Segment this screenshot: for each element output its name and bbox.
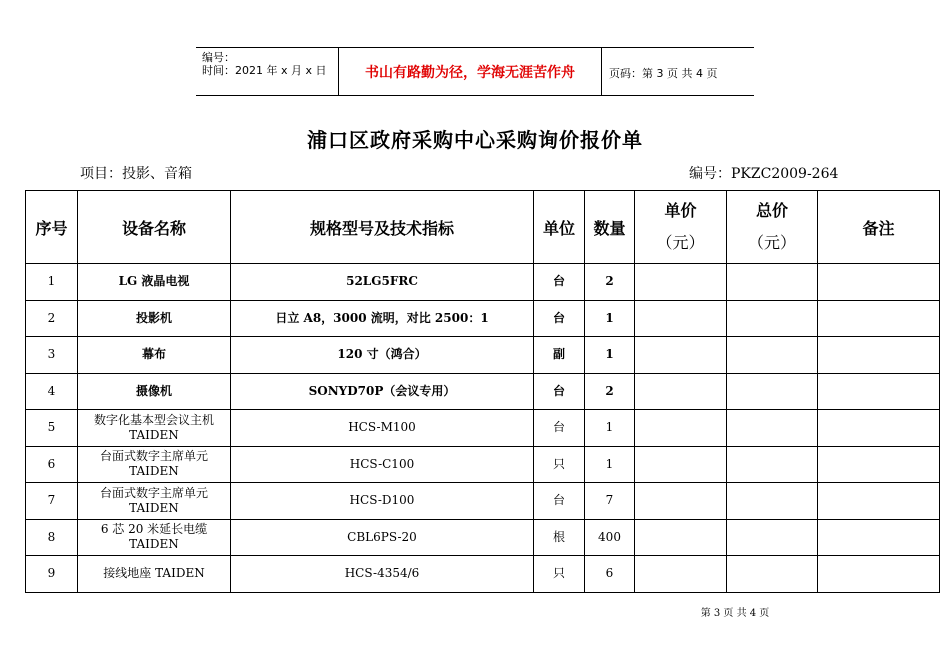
cell-name-line2: TAIDEN (129, 427, 179, 442)
cell-no: 2 (26, 300, 78, 337)
header-time-label: 时间：2021 年 x 月 x 日 (202, 64, 327, 77)
cell-unit: 台 (534, 483, 585, 520)
cell-total (727, 373, 818, 410)
cell-name-line1: 台面式数字主席单元 (99, 485, 208, 500)
cell-name-line1: 接线地座 TAIDEN (103, 566, 205, 581)
cell-name (78, 556, 231, 593)
cell-price (635, 556, 727, 593)
col-header-total-line2: （元） (747, 233, 796, 252)
cell-remark (818, 519, 940, 556)
cell-total (727, 519, 818, 556)
cell-name-line1: 数字化基本型会议主机 (93, 412, 214, 427)
quotation-table (25, 190, 940, 593)
cell-spec: 120 寸（鸿合） (231, 337, 534, 374)
cell-no: 9 (26, 556, 78, 593)
table-row (26, 373, 940, 410)
cell-remark (818, 483, 940, 520)
cell-spec: 日立 A8，3000 流明，对比 2500：1 (231, 300, 534, 337)
col-header-price-line1: 单价 (664, 201, 697, 220)
cell-total (727, 410, 818, 447)
cell-spec: 52LG5FRC (231, 264, 534, 301)
cell-unit: 副 (534, 337, 585, 374)
cell-name-line1: 台面式数字主席单元 (99, 449, 208, 464)
cell-name (78, 483, 231, 520)
cell-remark (818, 410, 940, 447)
cell-name-line1: 6 芯 20 米延长电缆 (100, 522, 208, 537)
header-code-label: 编号： (202, 51, 235, 64)
cell-name (78, 446, 231, 483)
cell-spec: HCS-4354/6 (231, 556, 534, 593)
cell-spec: CBL6PS-20 (231, 519, 534, 556)
cell-price (635, 519, 727, 556)
cell-qty: 6 (585, 556, 635, 593)
table-row (26, 337, 940, 374)
cell-name (78, 410, 231, 447)
cell-unit: 台 (534, 410, 585, 447)
cell-name-line1: LG 液晶电视 (118, 274, 190, 289)
cell-qty: 1 (585, 300, 635, 337)
cell-total (727, 446, 818, 483)
table-row (26, 483, 940, 520)
table-row (26, 446, 940, 483)
cell-price (635, 446, 727, 483)
cell-total (727, 556, 818, 593)
cell-spec: HCS-M100 (231, 410, 534, 447)
table-row (26, 556, 940, 593)
cell-qty: 2 (585, 373, 635, 410)
cell-name-line2: TAIDEN (129, 537, 179, 552)
cell-qty: 1 (585, 410, 635, 447)
header-motto: 书山有路勤为径，学海无涯苦作舟 (338, 48, 602, 95)
col-header-qty: 数量 (585, 191, 635, 264)
document-number: 编号：PKZC2009-264 (689, 166, 839, 182)
cell-price (635, 337, 727, 374)
cell-spec: SONYD70P（会议专用） (231, 373, 534, 410)
cell-no: 4 (26, 373, 78, 410)
table-body (26, 264, 940, 593)
cell-price (635, 373, 727, 410)
page-footer (0, 604, 950, 619)
cell-price (635, 264, 727, 301)
header-page-label: 页码：第 3 页 共 4 页 (609, 67, 718, 80)
cell-no: 6 (26, 446, 78, 483)
cell-remark (818, 337, 940, 374)
table-header-row (26, 191, 940, 264)
col-header-name: 设备名称 (78, 191, 231, 264)
cell-name (78, 519, 231, 556)
col-header-no: 序号 (26, 191, 78, 264)
cell-qty: 1 (585, 446, 635, 483)
col-header-total (727, 191, 818, 264)
cell-name-line1: 摄像机 (135, 383, 172, 398)
cell-remark (818, 300, 940, 337)
cell-name (78, 373, 231, 410)
cell-spec: HCS-C100 (231, 446, 534, 483)
cell-unit: 只 (534, 556, 585, 593)
col-header-price-line2: （元） (656, 233, 705, 252)
header-meta (202, 51, 327, 77)
document-title: 浦口区政府采购中心采购询价报价单 (307, 128, 643, 152)
table-row (26, 410, 940, 447)
cell-unit: 根 (534, 519, 585, 556)
cell-unit: 台 (534, 300, 585, 337)
cell-name-line1: 投影机 (135, 310, 172, 325)
cell-name-line1: 幕布 (141, 347, 166, 362)
cell-name (78, 264, 231, 301)
cell-qty: 7 (585, 483, 635, 520)
cell-name-line2: TAIDEN (129, 464, 179, 479)
col-header-remark: 备注 (818, 191, 940, 264)
col-header-spec: 规格型号及技术指标 (231, 191, 534, 264)
page-header (196, 47, 754, 96)
footer-page-number: 第 3 页 共 4 页 (700, 608, 770, 619)
table-row (26, 264, 940, 301)
cell-no: 5 (26, 410, 78, 447)
cell-remark (818, 373, 940, 410)
cell-total (727, 483, 818, 520)
project-label: 项目：投影、音箱 (80, 166, 192, 182)
cell-no: 1 (26, 264, 78, 301)
cell-no: 3 (26, 337, 78, 374)
cell-no: 7 (26, 483, 78, 520)
cell-qty: 400 (585, 519, 635, 556)
cell-price (635, 300, 727, 337)
cell-total (727, 337, 818, 374)
cell-unit: 台 (534, 373, 585, 410)
cell-price (635, 483, 727, 520)
cell-unit: 只 (534, 446, 585, 483)
cell-remark (818, 556, 940, 593)
cell-remark (818, 264, 940, 301)
cell-no: 8 (26, 519, 78, 556)
cell-qty: 2 (585, 264, 635, 301)
cell-remark (818, 446, 940, 483)
cell-unit: 台 (534, 264, 585, 301)
col-header-total-line1: 总价 (755, 201, 788, 220)
table-row (26, 300, 940, 337)
cell-total (727, 300, 818, 337)
cell-name-line2: TAIDEN (129, 500, 179, 515)
col-header-price (635, 191, 727, 264)
cell-price (635, 410, 727, 447)
cell-name (78, 337, 231, 374)
col-header-unit: 单位 (534, 191, 585, 264)
cell-name (78, 300, 231, 337)
table-row (26, 519, 940, 556)
cell-total (727, 264, 818, 301)
cell-qty: 1 (585, 337, 635, 374)
cell-spec: HCS-D100 (231, 483, 534, 520)
